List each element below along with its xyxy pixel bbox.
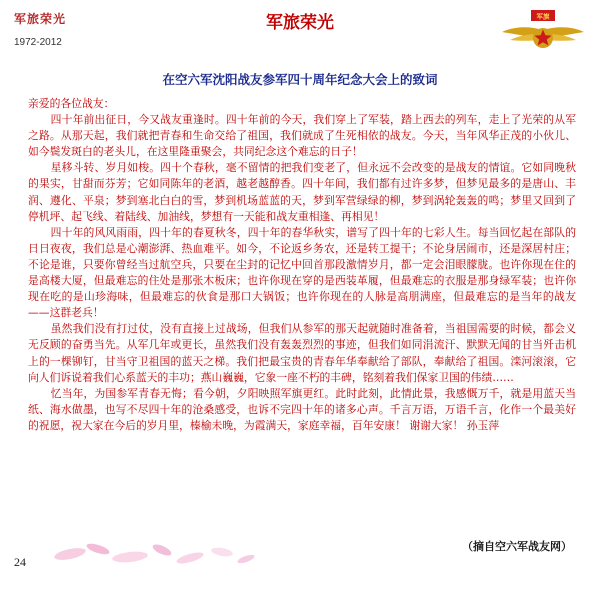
air-force-wings-emblem-icon <box>500 4 586 62</box>
svg-text:军旗: 军旗 <box>536 12 550 21</box>
paragraph: 四十年的风风雨雨，四十年的春夏秋冬，四十年的春华秋实，谱写了四十年的七彩人生。每当回忆起在部队的日日夜夜，我们总是心潮澎湃、热血难平。如今，不论返乡务农，还是转工提干；不论身居闹市，还是深居村庄；不论是谁，只要你曾经当过航空兵，只要在尘封的记忆中回首那段激情岁月，都一定会泪眼朦胧。也许你现在住的是高楼大厦，但最难忘的住处是那张木板床；也许你现在穿的是西装革履，但最难忘的衣服是那身绿军装；也许你现在吃的是山珍海味，但最难忘的伙食是那口大锅饭；也许你现在的人脉是高朋满座，但最难忘的是当年的战友——这群老兵！ <box>28 225 576 320</box>
paragraph: 四十年前出征日，今又战友重逢时。四十年前的今天，我们穿上了军装，踏上西去的列车，走上了光荣的从军之路。从那天起，我们就把青春和生命交给了祖国，我们就成了生死相依的战友。今天，当年风华正茂的小伙儿、如今鬓发斑白的老头儿，在这里隆重聚会，共同纪念这个难忘的日子！ <box>28 113 576 159</box>
paragraph: 忆当年，为国参军青春无悔；看今朝，夕阳映照军旗更红。此时此刻，此情此景，我感慨万千，就是用蓝天当纸、海水做墨，也写不尽四十年的沧桑感受，也诉不完四十年的诸多心声。千言万语，万语千言，化作一个最美好的祝愿，祝大家在今后的岁月里，榛榆未晚，为霞满天，家庭幸福，百年安康！ 谢谢大家！ 孙玉萍 <box>28 386 576 432</box>
page-number: 24 <box>14 555 26 569</box>
speech-title: 在空六军沈阳战友参军四十周年纪念大会上的致词 <box>162 72 438 87</box>
year-range: 1972-2012 <box>14 37 62 48</box>
paragraph: 虽然我们没有打过仗，没有直接上过战场，但我们从参军的那天起就随时准备着，当祖国需要的时候，都会义无反顾的奋勇当先。从军几年或更长，虽然我们没有轰轰烈烈的事迹，但我们如同涓流汗、默默无闻的甘当歼击机上的一棵铆钉，甘当守卫祖国的蓝天之梯。我们把最宝贵的青春年华奉献给了部队，奉献给了祖国。滦河滚滚，它向人们诉说着我们心系蓝天的丰功；燕山巍巍，它象一座不朽的丰碑，铭刻着我们保家卫国的伟绩…… <box>28 322 576 384</box>
flower-petals-decoration <box>50 532 260 572</box>
greeting: 亲爱的各位战友： <box>28 97 115 110</box>
paragraph: 星移斗转、岁月如梭。四十个春秋，毫不留情的把我们变老了，但永远不会改变的是战友的情谊。它如同晚秋的果实，甘甜而芬芳；它如同陈年的老酒，越老越醇香。四十年间，我们都有过许多梦，但梦见最多的是唐山、丰润、遵化、平泉；梦到塞北白白的雪，梦到机场蓝蓝的天，梦到军营绿绿的柳，梦到涡轮轰轰的鸣；梦里又回到了停机坪、起飞线、着陆线、加油线，梦想有一天能和战友重相逢、再相见！ <box>28 161 576 223</box>
page-header-title: 军旅荣光 <box>266 13 334 33</box>
brand-label: 军旅荣光 <box>14 12 67 26</box>
source-attribution: （摘自空六军战友网） <box>462 540 572 553</box>
speech-body <box>28 96 576 434</box>
